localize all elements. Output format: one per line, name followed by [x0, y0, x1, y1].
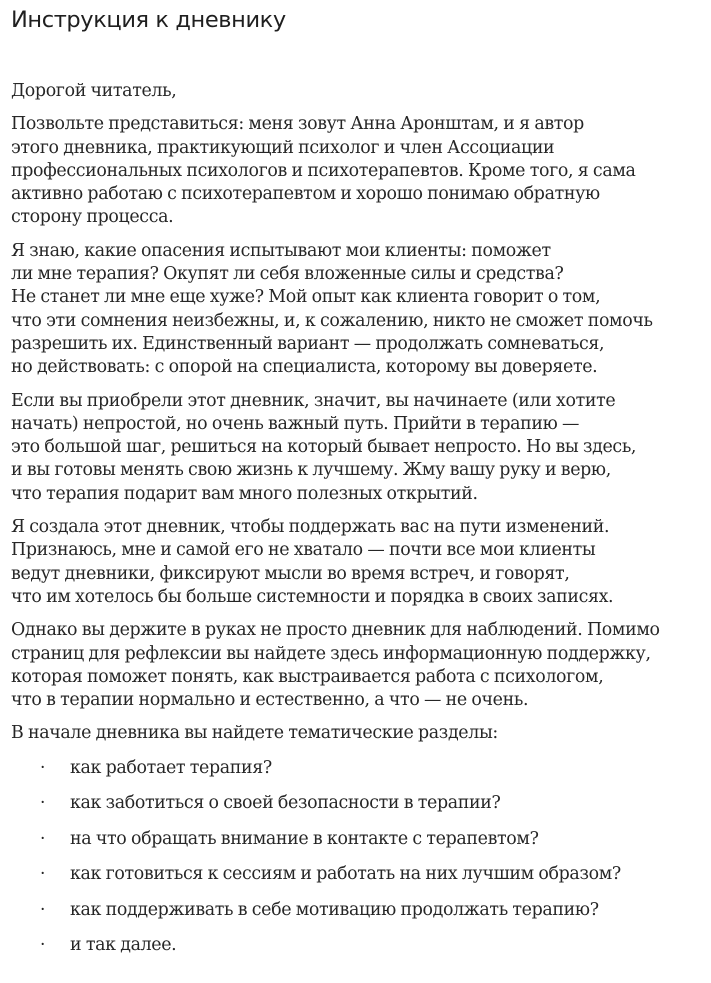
text-line: этого дневника, практикующий психолог и член Ассоциации: [11, 137, 555, 158]
paragraph-journey: [11, 390, 711, 506]
text-line: Позвольте представиться: меня зовут Анна Аронштам, и я автор: [11, 114, 584, 135]
text-line: что им хотелось бы больше системности и порядка в своих записях.: [11, 586, 614, 607]
text-line: которая поможет понять, как выстраивается работа с психологом,: [11, 666, 604, 687]
text-line: это большой шаг, решиться на который бывает непросто. Но вы здесь,: [11, 437, 637, 458]
topic-label: на что обращать внимание в контакте с терапевтом?: [70, 828, 539, 849]
bullet-icon: ·: [40, 935, 46, 956]
bullet-icon: ·: [40, 793, 46, 814]
topic-label: и так далее.: [70, 935, 177, 956]
text-line: Если вы приобрели этот дневник, значит, вы начинаете (или хотите: [11, 390, 616, 411]
paragraph-support: [11, 619, 711, 712]
page-title: Инструкция к дневнику: [11, 7, 286, 33]
topic-label: как заботиться о своей безопасности в терапии?: [70, 793, 501, 814]
text-line: сторону процесса.: [11, 207, 174, 228]
topic-label: как работает терапия?: [70, 757, 272, 778]
text-line: активно работаю с психотерапевтом и хорошо понимаю обратную: [11, 184, 600, 205]
greeting: [11, 80, 711, 103]
text-line: что терапия подарит вам много полезных открытий.: [11, 483, 478, 504]
document-body: [11, 80, 711, 970]
list-item: [11, 828, 711, 864]
list-item: [11, 757, 711, 793]
text-line: Я знаю, какие опасения испытывают мои клиенты: поможет: [11, 240, 551, 261]
text-line: Не станет ли мне еще хуже? Мой опыт как клиента говорит о том,: [11, 287, 601, 308]
text-line: начать) непростой, но очень важный путь. Прийти в терапию —: [11, 413, 580, 434]
list-item: [11, 792, 711, 828]
list-item: [11, 863, 711, 899]
text-line: что эти сомнения неизбежны, и, к сожалению, никто не сможет помочь: [11, 310, 653, 331]
list-item: [11, 934, 711, 970]
text-line: В начале дневника вы найдете тематические разделы:: [11, 723, 498, 744]
text-line: Признаюсь, мне и самой его не хватало — почти все мои клиенты: [11, 540, 596, 561]
text-line: ли мне терапия? Окупят ли себя вложенные силы и средства?: [11, 264, 564, 285]
sections-intro: [11, 722, 711, 745]
text-line: и вы готовы менять свою жизнь к лучшему. Жму вашу руку и верю,: [11, 460, 611, 481]
paragraph-intro: [11, 113, 711, 229]
topic-label: как поддерживать в себе мотивацию продолжать терапию?: [70, 899, 599, 920]
text-line: разрешить их. Единственный вариант — продолжать сомневаться,: [11, 333, 605, 354]
bullet-icon: ·: [40, 757, 46, 778]
text-line: ведут дневники, фиксируют мысли во время встреч, и говорят,: [11, 563, 570, 584]
bullet-icon: ·: [40, 828, 46, 849]
paragraph-purpose: [11, 516, 711, 609]
text-line: профессиональных психологов и психотерапевтов. Кроме того, я сама: [11, 160, 636, 181]
bullet-icon: ·: [40, 864, 46, 885]
text-line: Однако вы держите в руках не просто дневник для наблюдений. Помимо: [11, 620, 660, 641]
paragraph-concerns: [11, 240, 711, 380]
text-line: но действовать: с опорой на специалиста, которому вы доверяете.: [11, 357, 598, 378]
topics-list: [11, 757, 711, 970]
greeting-line: Дорогой читатель,: [11, 81, 177, 101]
topic-label: как готовиться к сессиям и работать на них лучшим образом?: [70, 864, 621, 885]
text-line: что в терапии нормально и естественно, а что — не очень.: [11, 690, 529, 711]
list-item: [11, 899, 711, 935]
text-line: страниц для рефлексии вы найдете здесь информационную поддержку,: [11, 643, 651, 664]
bullet-icon: ·: [40, 899, 46, 920]
text-line: Я создала этот дневник, чтобы поддержать вас на пути изменений.: [11, 517, 610, 538]
